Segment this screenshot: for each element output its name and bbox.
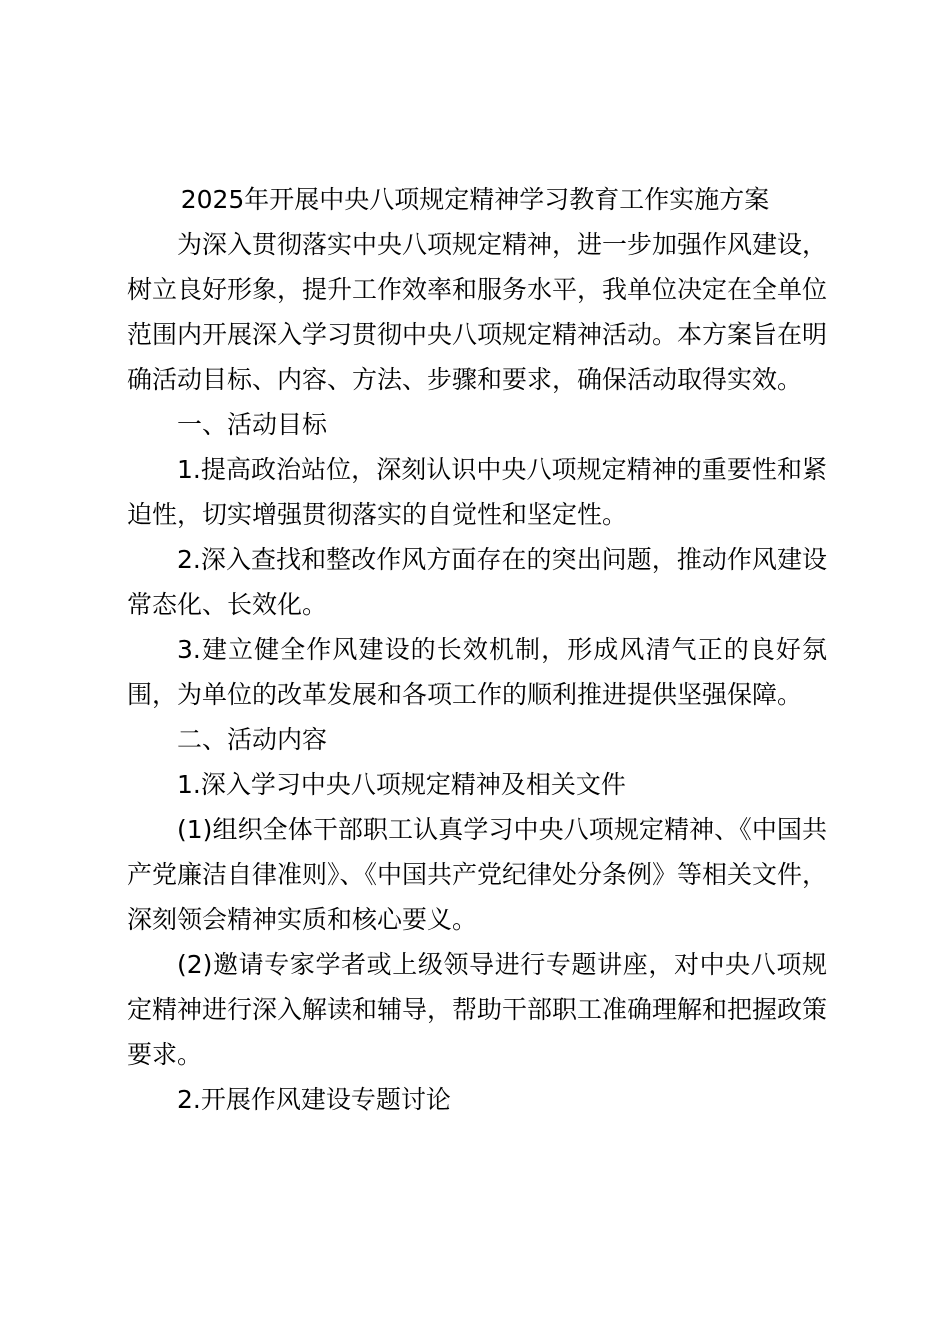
content-item-1: 1.深入学习中央八项规定精神及相关文件 [177,770,626,799]
document-title: 2025年开展中央八项规定精神学习教育工作实施方案 [180,185,770,214]
content-subitem-1: (1)组织全体干部职工认真学习中央八项规定精神、《中国共产党廉洁自律准则》、《中国共产党纪律处分条例》等相关文件，深刻领会精神实质和核心要义。 [127,815,828,934]
goal-item-1: 1.提高政治站位，深刻认识中央八项规定精神的重要性和紧迫性，切实增强贯彻落实的自觉性和坚定性。 [127,455,827,529]
content-item-2: 2.开展作风建设专题讨论 [177,1085,451,1114]
section-heading-content: 二、活动内容 [177,725,328,754]
section-heading-goals: 一、活动目标 [177,410,328,439]
intro-paragraph: 为深入贯彻落实中央八项规定精神，进一步加强作风建设，树立良好形象，提升工作效率和服务水平，我单位决定在全单位范围内开展深入学习贯彻中央八项规定精神活动。本方案旨在明确活动目标、内容、方法、步骤和要求，确保活动取得实效。 [127,230,828,394]
document-body [127,222,827,1122]
goal-item-3: 3.建立健全作风建设的长效机制，形成风清气正的良好氛围，为单位的改革发展和各项工作的顺利推进提供坚强保障。 [127,635,827,709]
content-subitem-2: (2)邀请专家学者或上级领导进行专题讲座，对中央八项规定精神进行深入解读和辅导，帮助干部职工准确理解和把握政策要求。 [127,950,828,1069]
goal-item-2: 2.深入查找和整改作风方面存在的突出问题，推动作风建设常态化、长效化。 [127,545,827,619]
